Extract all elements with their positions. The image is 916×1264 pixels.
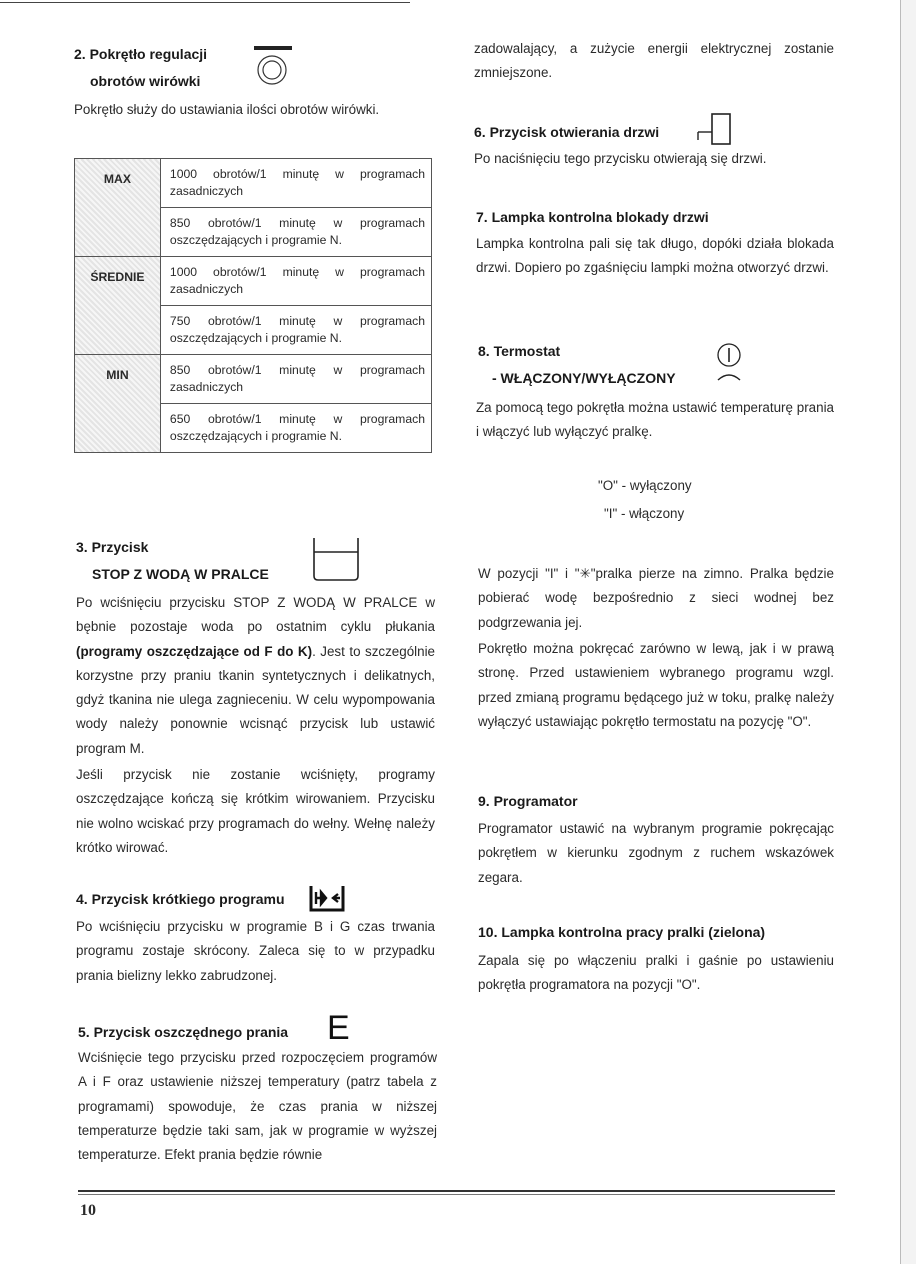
section5-paragraph: Wciśnięcie tego przycisku przed rozpoczęciem programów A i F oraz ustawienie niższej temperatury (patrz tabela z programami) spowoduje, że czas prania w niższej temperaturze będzie taki sam, jak w programie w wyższej temperaturze. Efekt prania będzie równie	[78, 1050, 437, 1163]
section4-title: 4. Przycisk krótkiego programu	[76, 891, 285, 907]
table-cell: 850 obrotów/1 minutę w programach oszczędzających i programie N.	[160, 208, 431, 257]
short-program-icon	[308, 884, 346, 912]
section5-continuation: zadowalający, a zużycie energii elektrycznej zostanie zmniejszone.	[474, 41, 834, 81]
thermostat-power-icon	[712, 340, 746, 386]
section8-paragraph2: W pozycji "I" i "✳"pralka pierze na zimno. Pralka będzie pobierać wodę bezpośrednio z sieci wodnej bez podgrzewania jej.	[478, 566, 834, 630]
footer-rule-thin	[78, 1194, 835, 1195]
section4-paragraph: Po wciśnięciu przycisku w programie B i G czas trwania programu zostaje skrócony. Zaleca się to w przypadku prania bielizny lekko zabrudzonej.	[76, 919, 435, 983]
section6-title: 6. Przycisk otwierania drzwi	[474, 124, 660, 140]
level-min: MIN	[75, 355, 161, 453]
table-cell: 750 obrotów/1 minutę w programach oszczędzających i programie N.	[160, 306, 431, 355]
section3-paragraph1: Po wciśnięciu przycisku STOP Z WODĄ W PRALCE w bębnie pozostaje woda po ostatnim cyklu płukania (programy oszczędzające od F do K). Jest to szczególnie korzystne przy praniu tkanin syntetycznych i delikatnych, gdyż tkanina nie ulega zagnieceniu. W celu wypompowania wody należy ponownie wcisnąć przycisk lub ustawić program M.	[76, 595, 435, 756]
legend-off: "O" - wyłączony	[598, 478, 692, 493]
section2-title-line1: 2. Pokrętło regulacji	[74, 46, 208, 62]
legend-on: "I" - włączony	[604, 506, 685, 521]
section2-title-line2: obrotów wirówki	[90, 73, 201, 89]
section3-paragraph2: Jeśli przycisk nie zostanie wciśnięty, programy oszczędzające kończą się krótkim wirowaniem. Przycisku nie wolno wciskać przy programach do wełny. Wełnę należy krótko wirować.	[76, 767, 435, 855]
section8-title-line1: 8. Termostat	[478, 343, 561, 359]
table-cell: 1000 obrotów/1 minutę w programach zasadniczych	[160, 159, 431, 208]
section3-title-line2: STOP Z WODĄ W PRALCE	[92, 566, 269, 582]
table-row	[75, 159, 432, 208]
table-row	[75, 257, 432, 306]
section8-paragraph1: Za pomocą tego pokrętła można ustawić temperaturę prania i włączyć lub wyłączyć pralkę.	[476, 400, 834, 440]
section2-description: Pokrętło służy do ustawiania ilości obrotów wirówki.	[74, 102, 380, 117]
level-max: MAX	[75, 159, 161, 257]
table-cell: 1000 obrotów/1 minutę w programach zasadniczych	[160, 257, 431, 306]
section10-paragraph: Zapala się po włączeniu pralki i gaśnie po ustawieniu pokrętła programatora na pozycji "O".	[478, 953, 834, 993]
top-rule	[0, 2, 410, 3]
footer-rule	[78, 1190, 835, 1192]
section6-paragraph: Po naciśnięciu tego przycisku otwierają się drzwi.	[474, 151, 767, 166]
stop-with-water-icon	[312, 536, 362, 582]
section7-paragraph: Lampka kontrolna pali się tak długo, dopóki działa blokada drzwi. Dopiero po zgaśnięciu lampki można otworzyć drzwi.	[476, 236, 834, 276]
table-cell: 850 obrotów/1 minutę w programach zasadniczych	[160, 355, 431, 404]
section5-title: 5. Przycisk oszczędnego prania	[78, 1024, 289, 1040]
page-edge	[900, 0, 916, 1264]
page-number: 10	[80, 1202, 96, 1219]
table-cell: 650 obrotów/1 minutę w programach oszczędzających i programie N.	[160, 404, 431, 453]
section9-paragraph: Programator ustawić na wybranym programie pokręcając pokrętłem w kierunku zgodnym z ruchem wskazówek zegara.	[478, 821, 834, 885]
section9-title: 9. Programator	[478, 793, 578, 809]
door-open-icon	[696, 110, 736, 150]
section8-paragraph3: Pokrętło można pokręcać zarówno w lewą, jak i w prawą stronę. Przed ustawieniem wybranego programu wzgl. przed zmianą programu będącego już w toku, pralkę należy wyłączyć ustawiając pokrętło termostatu na pozycję "O".	[478, 641, 834, 729]
economy-wash-icon: E	[327, 1009, 350, 1047]
section7-title: 7. Lampka kontrolna blokady drzwi	[476, 209, 709, 225]
level-medium: ŚREDNIE	[75, 257, 161, 355]
section3-title-line1: 3. Przycisk	[76, 539, 149, 555]
spin-knob-icon	[250, 44, 294, 90]
section10-title: 10. Lampka kontrolna pracy pralki (zielona)	[478, 924, 766, 940]
spin-speed-table	[74, 158, 432, 453]
table-row	[75, 355, 432, 404]
section8-title-line2: - WŁĄCZONY/WYŁĄCZONY	[492, 370, 676, 386]
